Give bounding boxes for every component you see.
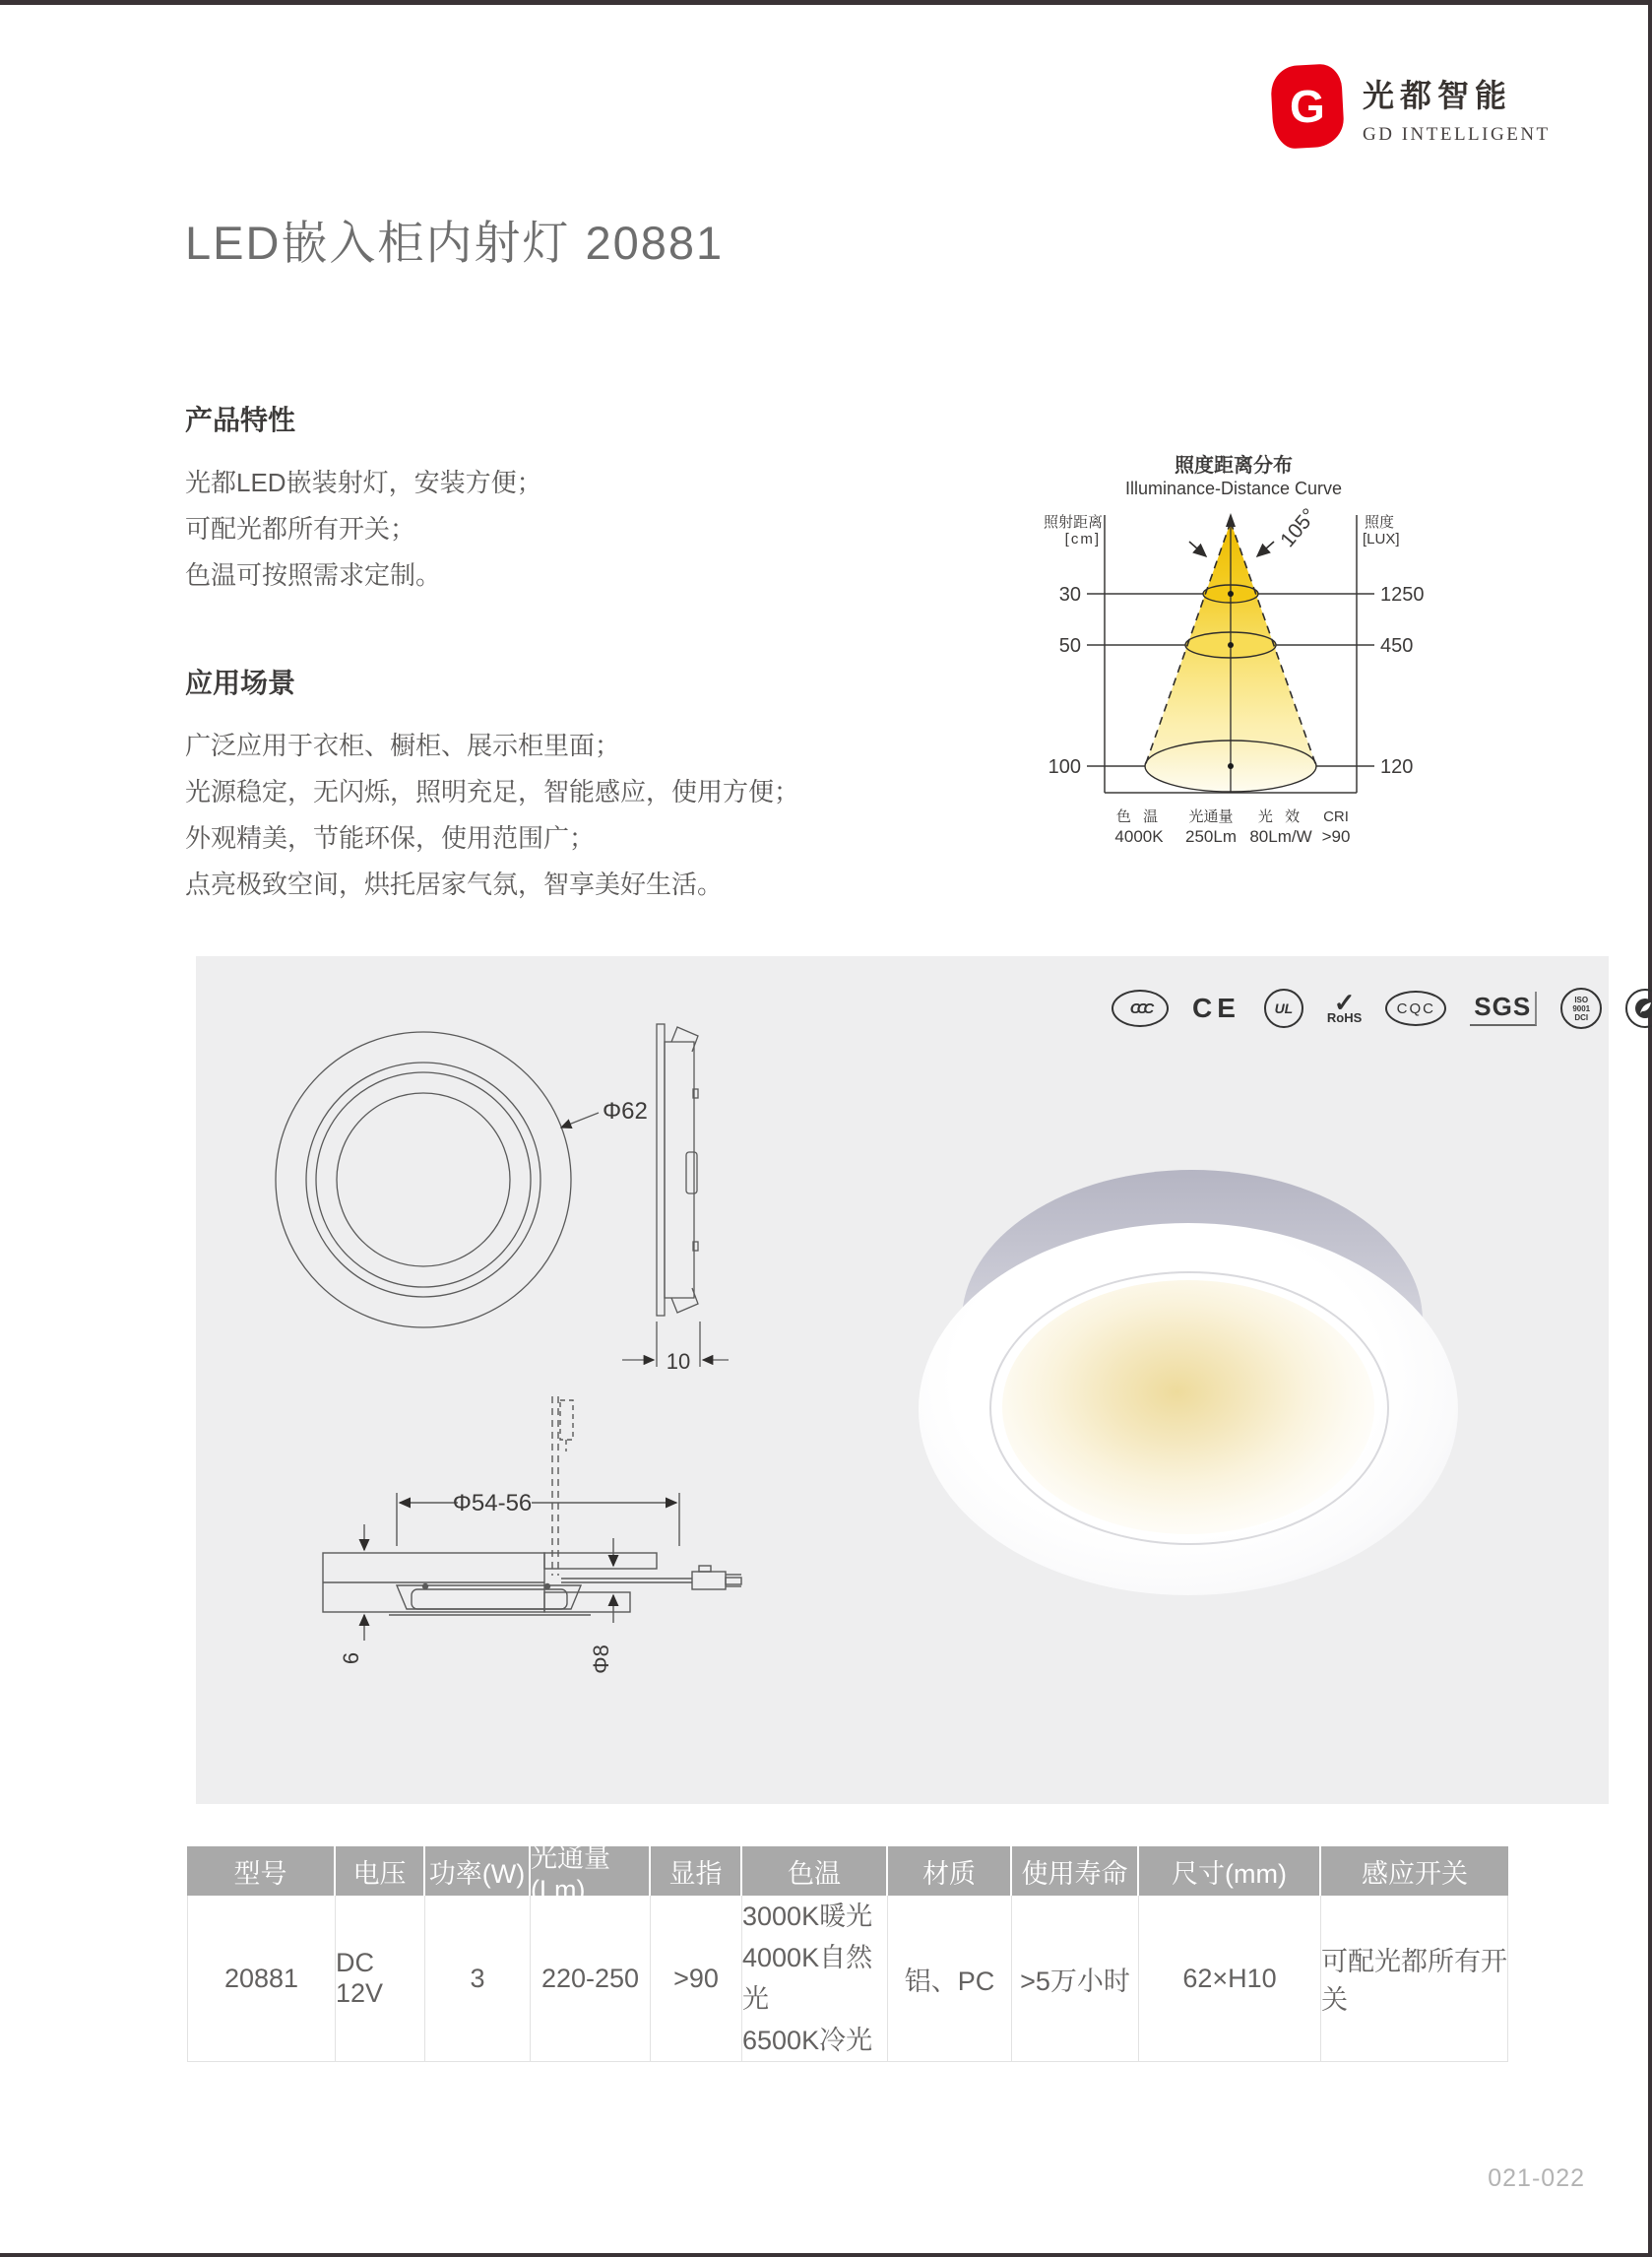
cell-flux: 220-250 (531, 1896, 651, 2061)
section-applications (185, 662, 933, 908)
cell-lifespan: >5万小时 (1012, 1896, 1139, 2061)
cell-cri: >90 (651, 1896, 742, 2061)
chart-subtitle: Illuminance-Distance Curve (1124, 479, 1343, 498)
metric-value-efficacy: 80Lm/W (1249, 827, 1312, 846)
metric-label-flux: 光通量 (1188, 808, 1234, 825)
cell-cct: 3000K暖光 4000K自然光 6500K冷光 (742, 1896, 888, 2061)
cell-size: 62×H10 (1139, 1896, 1321, 2061)
sgs-mark-icon: SGS (1470, 992, 1537, 1026)
tick-100: 100 (1048, 756, 1081, 778)
product-photo (905, 1168, 1481, 1601)
header-cri: 显指 (651, 1846, 742, 1896)
eco-leaf-icon (1625, 989, 1652, 1028)
page-border-top (0, 0, 1652, 5)
header-material: 材质 (888, 1846, 1012, 1896)
applications-line: 广泛应用于衣柜、橱柜、展示柜里面； (185, 731, 621, 760)
cqc-mark-icon: CQC (1385, 991, 1446, 1026)
page-number: 021-022 (1488, 2164, 1585, 2192)
beam-angle-label: 105° (1276, 504, 1321, 552)
page-border-right (1648, 0, 1652, 2257)
cross-section-drawing (295, 1379, 788, 1684)
brand-logo-letter: G (1290, 81, 1325, 132)
chart-title: 照度距离分布 (1175, 455, 1293, 477)
section-features (185, 399, 933, 599)
brand-logo-text (1363, 65, 1551, 146)
applications-line: 光源稳定，无闪烁，照明充足，智能感应，使用方便； (185, 777, 800, 806)
cell-model: 20881 (187, 1896, 336, 2061)
cell-voltage: DC 12V (336, 1896, 425, 2061)
brand-logo-icon (1270, 63, 1345, 150)
puck-light-lens (1002, 1280, 1374, 1534)
ul-mark-icon: UL (1264, 989, 1303, 1028)
header-model: 型号 (187, 1846, 336, 1896)
metric-label-cct: 色 温 (1115, 808, 1163, 825)
drawings-panel (196, 956, 1609, 1804)
spec-table-header (187, 1843, 1508, 1904)
left-axis-unit: [cm] (1064, 531, 1101, 548)
page-border-bottom (0, 2253, 1652, 2257)
iso9001-mark-icon: ISO 9001 DCI (1560, 988, 1602, 1029)
features-line: 可配光都所有开关； (185, 514, 416, 544)
features-heading: 产品特性 (185, 405, 296, 435)
recess-depth-label: 6 (339, 1651, 363, 1665)
brand-name-en: GD INTELLIGENT (1363, 124, 1551, 145)
left-axis-label: 照射距离 (1044, 514, 1103, 531)
features-line: 色温可按照需求定制。 (185, 560, 442, 590)
metric-value-cri: >90 (1321, 827, 1351, 846)
features-line: 光都LED嵌装射灯，安装方便； (185, 468, 542, 497)
applications-heading: 应用场景 (185, 668, 296, 698)
tick-120: 120 (1380, 756, 1414, 778)
metric-label-cri: CRI (1323, 808, 1349, 825)
illuminance-distance-chart (1044, 448, 1506, 871)
tick-30: 30 (1058, 584, 1081, 606)
side-thickness-label: 10 (666, 1349, 691, 1374)
spec-table (187, 1843, 1508, 2062)
header-flux: 光通量(Lm) (531, 1846, 651, 1896)
ccc-mark-icon: CCC (1112, 990, 1169, 1027)
header-voltage: 电压 (336, 1846, 425, 1896)
tick-1250: 1250 (1380, 584, 1425, 606)
cell-switch: 可配光都所有开关 (1321, 1896, 1508, 2061)
cutout-diameter-label: Φ54-56 (452, 1490, 533, 1516)
cable-hole-label: Φ8 (589, 1644, 613, 1674)
applications-line: 外观精美，节能环保，使用范围广； (185, 823, 596, 853)
tick-50: 50 (1058, 635, 1081, 657)
header-power: 功率(W) (425, 1846, 531, 1896)
page-title: LED嵌入柜内射灯 20881 (185, 217, 725, 269)
spec-table-row (187, 1896, 1508, 2062)
front-side-drawing (266, 1004, 729, 1398)
header-cct: 色温 (742, 1846, 888, 1896)
right-axis-unit: [LUX] (1363, 531, 1400, 548)
header-lifespan: 使用寿命 (1012, 1846, 1139, 1896)
brand-name-cn: 光都智能 (1363, 78, 1513, 113)
certification-marks (1112, 988, 1652, 1029)
rohs-mark-icon: ✓ RoHS (1326, 988, 1363, 1025)
right-axis-label: 照度 (1365, 514, 1395, 531)
brand-logo (1272, 65, 1551, 148)
header-switch: 感应开关 (1362, 1858, 1468, 1889)
applications-line: 点亮极致空间，烘托居家气氛，智享美好生活。 (185, 870, 724, 899)
metric-value-cct: 4000K (1114, 827, 1164, 846)
tick-450: 450 (1380, 635, 1414, 657)
cell-material: 铝、PC (888, 1896, 1012, 2061)
cell-power: 3 (425, 1896, 531, 2061)
header-size: 尺寸(mm) (1139, 1846, 1321, 1896)
metric-label-efficacy: 光 效 (1257, 808, 1304, 825)
ce-mark-icon: CE (1192, 993, 1240, 1023)
front-diameter-label: Φ62 (603, 1098, 648, 1125)
metric-value-flux: 250Lm (1185, 827, 1237, 846)
